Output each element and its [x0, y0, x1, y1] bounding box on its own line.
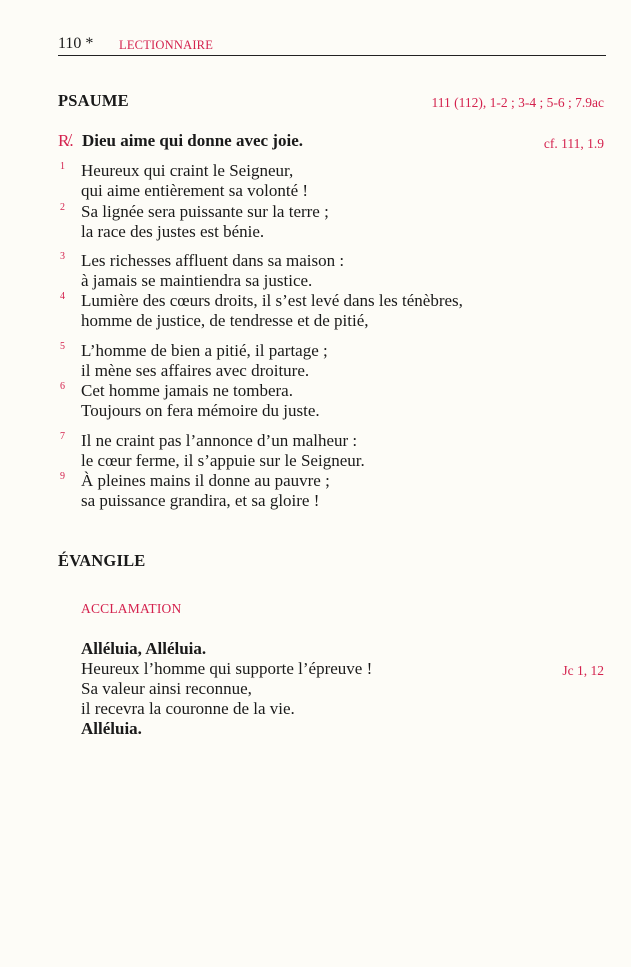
page-header [58, 33, 606, 56]
psalm-line: Heureux qui craint le Seigneur, [81, 161, 294, 180]
psalm-line: sa puissance grandira, et sa gloire ! [81, 491, 320, 510]
acclamation-line: Heureux l’homme qui supporte l’épreuve ! [81, 659, 373, 678]
gospel-heading: ÉVANGILE [58, 551, 146, 570]
acclamation-line: Sa valeur ainsi reconnue, [81, 679, 252, 698]
psalm-line: Sa lignée sera puissante sur la terre ; [81, 202, 329, 221]
refrain-reference: cf. 111, 1.9 [543, 136, 604, 151]
psalm-reference: 111 (112), 1-2 ; 3-4 ; 5-6 ; 7.9ac [431, 95, 604, 110]
psalm-line: le cœur ferme, il s’appuie sur le Seigneur. [81, 451, 365, 470]
psalm-line: la race des justes est bénie. [81, 222, 265, 241]
psalm-line: Les richesses affluent dans sa maison : [81, 251, 345, 270]
acclamation-line: Alléluia, Alléluia. [81, 639, 207, 658]
page-number: 110 * [58, 35, 94, 52]
psalm-line: Cet homme jamais ne tombera. [81, 381, 293, 400]
refrain-text: Dieu aime qui donne avec joie. [82, 131, 303, 150]
psalm-line: qui aime entièrement sa volonté ! [81, 181, 309, 200]
verse-number: 4 [60, 291, 65, 302]
psalm-line: à jamais se maintiendra sa justice. [81, 271, 313, 290]
acclamation-heading: ACCLAMATION [81, 601, 182, 616]
acclamation-line: il recevra la couronne de la vie. [81, 699, 295, 718]
psalm-line: Il ne craint pas l’annonce d’un malheur : [81, 431, 358, 450]
section-title: LECTIONNAIRE [119, 38, 214, 52]
psalm-line: L’homme de bien a pitié, il partage ; [81, 341, 328, 360]
verse-number: 2 [60, 202, 65, 213]
verse-number: 7 [60, 431, 65, 442]
psalm-line: homme de justice, de tendresse et de pitié, [81, 311, 369, 330]
psalm-line: il mène ses affaires avec droiture. [81, 361, 310, 380]
psalm-heading: PSAUME [58, 91, 129, 110]
psalm-line: Toujours on fera mémoire du juste. [81, 401, 320, 420]
verse-number: 6 [60, 381, 65, 392]
refrain [58, 131, 303, 151]
verse-number: 9 [60, 471, 65, 482]
psalm-line: À pleines mains il donne au pauvre ; [81, 471, 330, 490]
verse-number: 5 [60, 341, 65, 352]
verse-number: 1 [60, 161, 65, 172]
psalm-line: Lumière des cœurs droits, il s’est levé dans les ténèbres, [81, 291, 463, 310]
gospel-reference: Jc 1, 12 [562, 663, 604, 678]
acclamation-line: Alléluia. [81, 719, 142, 738]
verse-number: 3 [60, 251, 65, 262]
refrain-symbol: R̸. [58, 131, 74, 150]
